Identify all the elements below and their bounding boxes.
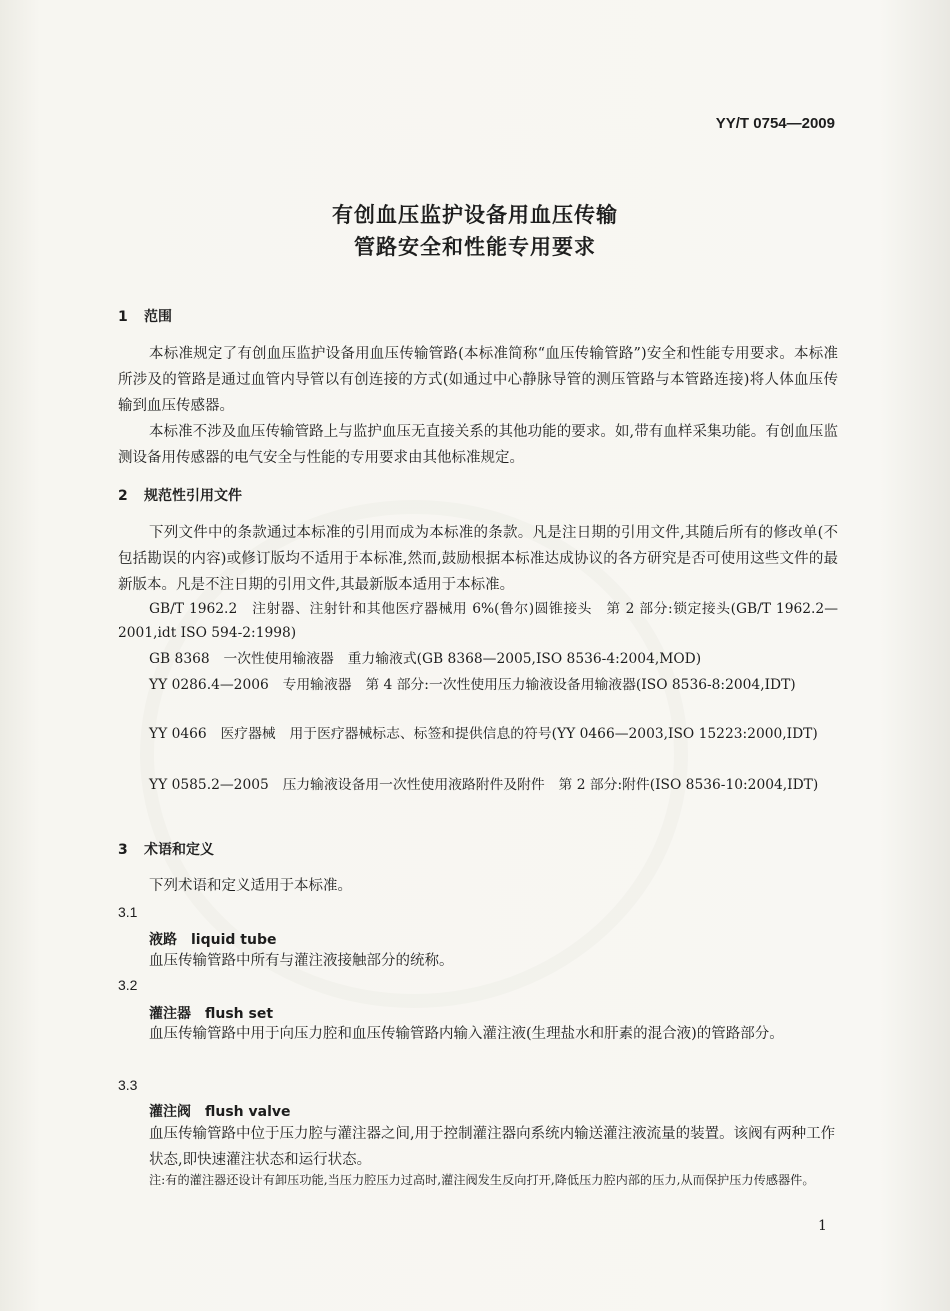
section-3-heading [118, 839, 214, 859]
clause-number: 3.1 [118, 904, 138, 920]
reference-item: GB/T 1962.2 注射器、注射针和其他医疗器械用 6%(鲁尔)圆锥接头 第 2 部分:锁定接头(GB/T 1962.2—2001,idt ISO 594-2:1998) [118, 601, 838, 641]
page-number: 1 [818, 1218, 827, 1234]
scope-paragraph-1: 本标准规定了有创血压监护设备用血压传输管路(本标准简称“血压传输管路”)安全和性能专用要求。本标准所涉及的管路是通过血管内导管以有创连接的方式(如通过中心静脉导管的测压管路与本管路连接)将人体血压传输到血压传感器。 [118, 346, 838, 414]
scope-paragraph-2: 本标准不涉及血压传输管路上与监护血压无直接关系的其他功能的要求。如,带有血样采集功能。有创血压监测设备用传感器的电气安全与性能的专用要求由其他标准规定。 [118, 424, 838, 466]
clause-number: 3.3 [118, 1077, 138, 1093]
term-name: 液路 liquid tube [149, 932, 277, 948]
term-note: 注:有的灌注器还设计有卸压功能,当压力腔压力过高时,灌注阀发生反向打开,降低压力腔内部的压力,从而保护压力传感器件。 [149, 1173, 815, 1187]
term-name: 灌注阀 flush valve [149, 1104, 291, 1120]
section-title: 术语和定义 [144, 842, 214, 858]
reference-item: YY 0286.4—2006 专用输液器 第 4 部分:一次性使用压力输液设备用输液器(ISO 8536-8:2004,IDT) [149, 677, 796, 693]
clause-number: 3.2 [118, 977, 138, 993]
references-intro: 下列文件中的条款通过本标准的引用而成为本标准的条款。凡是注日期的引用文件,其随后所有的修改单(不包括勘误的内容)或修订版均不适用于本标准,然而,鼓励根据本标准达成协议的各方研究是否可使用这些文件的最新版本。凡是不注日期的引用文件,其最新版本适用于本标准。 [118, 525, 838, 593]
term-definition: 血压传输管路中所有与灌注液接触部分的统称。 [149, 953, 454, 969]
section-title: 规范性引用文件 [144, 488, 242, 504]
reference-item: YY 0585.2—2005 压力输液设备用一次性使用液路附件及附件 第 2 部分:附件(ISO 8536-10:2004,IDT) [149, 777, 819, 793]
reference-item: YY 0466 医疗器械 用于医疗器械标志、标签和提供信息的符号(YY 0466—2003,ISO 15223:2000,IDT) [149, 726, 818, 742]
term-name: 灌注器 flush set [149, 1006, 274, 1022]
term-definition: 血压传输管路中用于向压力腔和血压传输管路内输入灌注液(生理盐水和肝素的混合液)的管路部分。 [149, 1026, 784, 1042]
section-1-heading [118, 306, 172, 326]
section-title: 范围 [144, 309, 172, 325]
terms-intro: 下列术语和定义适用于本标准。 [149, 878, 352, 894]
reference-item: GB 8368 一次性使用输液器 重力输液式(GB 8368—2005,ISO 8536-4:2004,MOD) [149, 651, 702, 667]
standard-code: YY/T 0754—2009 [715, 115, 835, 132]
term-definition: 血压传输管路中位于压力腔与灌注器之间,用于控制灌注器向系统内输送灌注液流量的装置。该阀有两种工作状态,即快速灌注状态和运行状态。 [149, 1126, 836, 1168]
title-line-2: 管路安全和性能专用要求 [354, 235, 596, 259]
title-line-1: 有创血压监护设备用血压传输 [332, 203, 618, 227]
section-number: 2 [118, 488, 128, 504]
section-number: 1 [118, 309, 128, 325]
section-2-heading [118, 485, 242, 505]
section-number: 3 [118, 842, 128, 858]
